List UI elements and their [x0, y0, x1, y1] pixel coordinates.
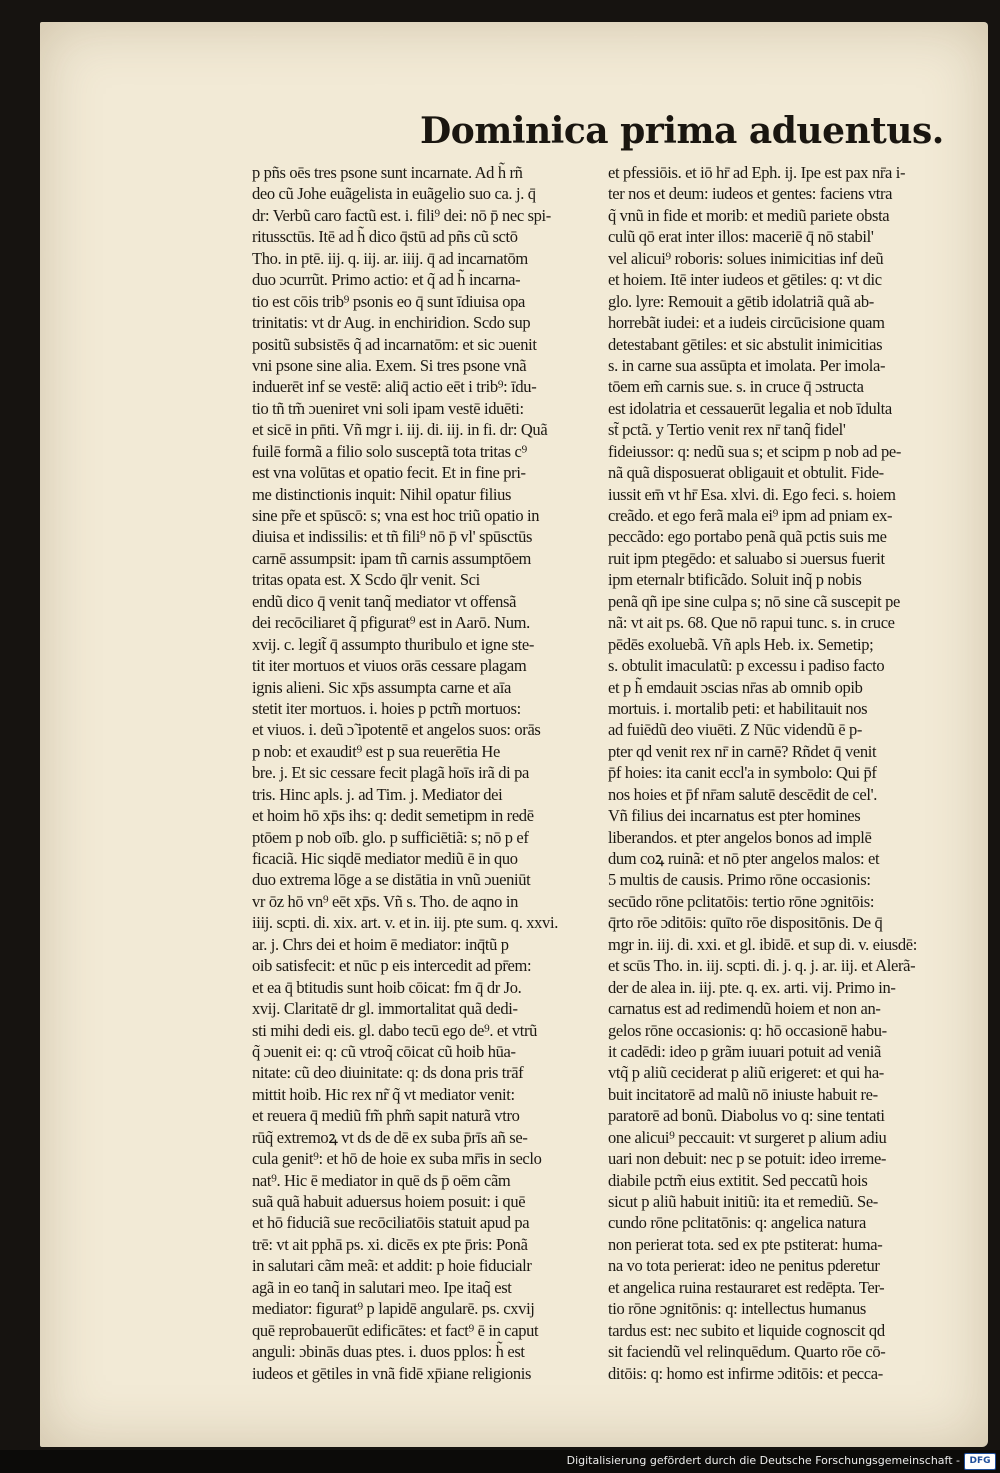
right-text-column	[608, 162, 948, 1384]
text-line: agã in eo tanq̃ in salutari meo. Ipe itaq̃ est	[252, 1277, 512, 1297]
text-line: oib satisfecit: et nūc p eis intercedit ad pr̄em:	[252, 956, 532, 976]
text-line: positũ subsistēs q̃ ad incarnatōm: et sic ɔuenit	[252, 334, 537, 354]
text-line: dei recōciliaret q̃ pfigurat⁹ est in Aarō. Num.	[252, 613, 530, 633]
text-line: tio tñ tm̃ ɔueniret vni soli ipam vestē iduēti:	[252, 398, 524, 418]
text-line: sti mihi dedi eis. gl. dabo tecū ego de⁹. et vtrũ	[252, 1020, 538, 1040]
text-line: et ea q̄ btitudis sunt hoib cōicat: fm q̄ dr Jo.	[252, 977, 522, 997]
text-line: induerēt inf se vestē: aliq̄ actio eēt i trib⁹: īdu-	[252, 377, 537, 397]
text-line: non perierat tota. sed ex pte pstiterat: huma-	[608, 1234, 883, 1254]
text-line: et reuera q̄ mediũ fm̃ phm̃ sapit naturã vtro	[252, 1106, 520, 1126]
text-line: cula genit⁹: et hō de hoie ex suba mr̄is in seclo	[252, 1149, 542, 1169]
text-line: diabile pctm̃ eius extitit. Sed peccatũ hois	[608, 1170, 868, 1190]
text-line: peccãdo: ego portabo penã quã pctis suis me	[608, 527, 887, 547]
text-line: pter qd venit rex nr̄ in carnē? Rñdet q̄ venit	[608, 741, 877, 761]
text-line: Vñ filius dei incarnatus est pter homines	[608, 806, 861, 826]
text-line: mgr in. iij. di. xxi. et gl. ibidē. et sup di. v. eiusdē:	[608, 934, 917, 954]
text-line: rūq̃ extremoꝝ vt ds de dē ex suba p̄rīs añ se-	[252, 1127, 528, 1147]
funding-credit-text: Digitalisierung gefördert durch die Deutsche Forschungsgemeinschaft -	[566, 1454, 960, 1467]
text-line: tōem em̃ carnis sue. s. in cruce q̄ ɔstructa	[608, 377, 864, 397]
text-line: anguli: ɔbinās duas ptes. i. duos pplos: h̃ est	[252, 1342, 525, 1362]
left-text-column	[252, 162, 592, 1384]
text-line: iussit em̄ vt hr̄ Esa. xlvi. di. Ego feci. s. hoiem	[608, 484, 896, 504]
text-line: glo. lyre: Remouit a gētib idolatriã quã ab-	[608, 291, 874, 311]
text-line: trinitatis: vt dr Aug. in enchiridion. Scdo sup	[252, 313, 531, 333]
text-line: xvij. Claritatē dr gl. immortalitat quã dedi-	[252, 999, 518, 1019]
text-line: 5 multis de causis. Primo rōne occasionis:	[608, 870, 871, 890]
text-line: vtq̃ p aliũ ceciderat p aliũ erigeret: et qui ha-	[608, 1063, 884, 1083]
text-line: carnatus est ad redimendũ hoiem et non an-	[608, 999, 881, 1019]
text-line: ditōis: q: homo est infirme ɔditōis: et pecca-	[608, 1363, 883, 1383]
text-line: q̃ vnũ in fide et morib: et mediũ pariete obsta	[608, 205, 890, 225]
text-line: tardus est: nec subito et liquide cognoscit qd	[608, 1320, 885, 1340]
text-line: s. obtulit imaculatũ: p excessu i padiso facto	[608, 656, 885, 676]
text-line: mediator: figurat⁹ p lapidē angularē. ps. cxvij	[252, 1299, 535, 1319]
document-page	[40, 22, 988, 1447]
text-line: s. in carne sua assūpta et imolata. Per imola-	[608, 355, 886, 375]
text-line: ipm eternalr btificãdo. Soluit inq̃ p nobis	[608, 570, 862, 590]
text-line: tit iter mortuos et viuos orās cessare plagam	[252, 656, 527, 676]
text-line: duo extrema lōge a se distātia in vnũ ɔueniūt	[252, 870, 531, 890]
text-line: it cadēdi: ideo p grãm iuuari potuit ad veniã	[608, 1041, 881, 1061]
text-line: deo cũ Johe euãgelista in euãgelio suo ca. j. q̄	[252, 184, 536, 204]
text-line: secūdo rōne pclitatōis: tertio rōne ɔgnitōis:	[608, 891, 875, 911]
text-line: detestabant gētiles: et sic abstulit inimicitias	[608, 334, 883, 354]
text-line: et pfessiōis. et iō hr̄ ad Eph. ij. Ipe est pax nr̄a i-	[608, 163, 906, 182]
text-line: nã: vt ait ps. 68. Que nō rapui tunc. s. in cruce	[608, 613, 895, 633]
text-line: sicut p aliũ habuit initiũ: ita et remediũ. Se-	[608, 1192, 878, 1211]
text-line: liberandos. et pter angelos bonos ad implē	[608, 827, 872, 847]
text-line: buit incitatorē ad malũ nō iniuste habuit re-	[608, 1084, 878, 1104]
text-line: et hoiem. Itē inter iudeos et gētiles: q: vt dic	[608, 270, 882, 290]
text-line: horrebãt iudei: et a iudeis circūcisione quam	[608, 313, 885, 333]
text-line: me distinctionis inquit: Nihil opatur filius	[252, 484, 512, 504]
text-line: vel alicui⁹ roboris: solues inimicitias inf deũ	[608, 248, 884, 268]
text-line: uari non debuit: nec p se potuit: ideo irreme-	[608, 1149, 887, 1169]
text-line: p̄f hoies: ita canit eccl'a in symbolo: Qui p̄f	[608, 763, 877, 783]
text-line: Tho. in ptē. iij. q. iij. ar. iiij. q̄ ad incarnatōm	[252, 248, 528, 268]
text-line: vni psone sine alia. Exem. Si tres psone vnã	[252, 355, 527, 375]
running-header-title: Dominica prima aduentus.	[420, 110, 944, 152]
dfg-logo: DFG	[964, 1453, 996, 1470]
text-line: gelos rōne occasionis: q: hō occasionē habu-	[608, 1020, 887, 1040]
text-line: diuisa et indissilis: et tñ fili⁹ nō p̄ vl' spūsctūs	[252, 527, 533, 547]
text-line: sine pr̃e et spūscō: s; vna est hoc triũ opatio in	[252, 506, 540, 525]
text-line: paratorē ad bonũ. Diabolus vo q: sine tentati	[608, 1106, 885, 1126]
text-line: der de alea in. iij. pte. q. ex. arti. vij. Primo in-	[608, 977, 896, 997]
text-line: et p h̃ emdauit ɔscias nr̄as ab omnib opib	[608, 677, 863, 697]
text-line: et angelica ruina restauraret est redēpta. Ter-	[608, 1277, 885, 1297]
text-line: culũ qō erat inter illos: maceriē q̄ nō stabil'	[608, 227, 874, 247]
text-line: sit faciendũ vel relinquēdum. Quarto rōe cō-	[608, 1342, 886, 1362]
text-line: suã quã habuit aduersus hoiem posuit: i quē	[252, 1192, 526, 1211]
text-line: mittit hoib. Hic rex nr̃ q̃ vt mediator venit:	[252, 1084, 515, 1104]
text-line: et scūs Tho. in. iij. scpti. di. j. q. j. ar. iij. et Alerã-	[608, 956, 916, 976]
text-line: q̄rto rōe ɔditōis: quīto rōe dispositōnis. De q̄	[608, 913, 883, 933]
text-line: et hoim hō xp̄s ihs: q: dedit semetipm in redē	[252, 806, 534, 826]
text-line: one alicui⁹ peccauit: vt surgeret p alium adiu	[608, 1127, 887, 1147]
text-line: et hō fiduciã sue recōciliatōis statuit apud pa	[252, 1213, 530, 1233]
text-line: vr ōz hō vn⁹ eēt xp̄s. Vñ s. Tho. de aqno in	[252, 891, 518, 911]
text-line: mortuis. i. mortalib peti: et habilitauit nos	[608, 698, 868, 718]
text-line: duo ɔcurrũt. Primo actio: et q̃ ad h̃ incarna-	[252, 270, 521, 290]
text-line: est vna volūtas et opatio fecit. Et in fine pri-	[252, 463, 526, 483]
text-line: endũ dico q̄ venit tanq̃ mediator vt offensã	[252, 591, 517, 611]
text-line: xvij. c. legit̃ q̄ assumpto thuribulo et igne ste-	[252, 634, 534, 654]
text-line: tio rōne ɔgnitōnis: q: intellectus humanus	[608, 1299, 866, 1319]
text-line: p pñs oēs tres psone sunt incarnate. Ad h̃ rñ	[252, 163, 523, 182]
text-line: st̃ pctã. y Tertio venit rex nr̄ tanq̃ fidel'	[608, 420, 846, 440]
text-line: dr: Verbũ caro factũ est. i. fili⁹ dei: nō p̄ nec spi-	[252, 205, 551, 225]
text-line: ritussctūs. Itē ad h̃ dico q̄stū ad pñs cũ sctō	[252, 227, 518, 247]
text-line: bre. j. Et sic cessare fecit plagã hoīs irã di pa	[252, 763, 529, 783]
text-line: tritas opata est. X Scdo q̄lr venit. Sci	[252, 570, 480, 590]
text-line: nitate: cũ deo diuinitate: q: ds dona pris trāf	[252, 1063, 524, 1083]
text-line: pēdēs exoluebã. Vñ apls Heb. ix. Semetip;	[608, 634, 874, 654]
text-line: ad fuiēdũ deo viuēti. Z Nūc videndũ ē p-	[608, 720, 863, 740]
text-line: tio est cōis trib⁹ psonis eo q̄ sunt īdiuisa opa	[252, 291, 525, 311]
text-line: nos hoies et p̄f nr̄am salutē descēdit de cel'.	[608, 784, 878, 804]
text-line: dum coꝝ ruinã: et nō pter angelos malos: et	[608, 849, 880, 868]
text-line: quē reprobauerūt edificātes: et fact⁹ ē in caput	[252, 1320, 539, 1340]
text-line: et viuos. i. deũ ɔ̃ ipotentē et angelos suos: orās	[252, 720, 541, 740]
text-line: ficaciã. Hic siqdē mediator mediũ ē in quo	[252, 849, 518, 868]
text-line: p nob: et exaudit⁹ est p sua reuerētia He	[252, 741, 500, 761]
text-line: penã qñ ipe sine culpa s; nō sine cã suscepit pe	[608, 591, 901, 611]
text-line: stetit iter mortuos. i. hoies p pctm̃ mortuos:	[252, 698, 521, 718]
text-line: cundo rōne pclitatōnis: q: angelica natura	[608, 1213, 866, 1233]
text-line: tris. Hinc apls. j. ad Tim. j. Mediator dei	[252, 784, 503, 804]
text-line: nat⁹. Hic ē mediator in quē ds p̄ oēm cãm	[252, 1170, 511, 1190]
text-line: fideiussor: q: nedũ sua s; et scipm p nob ad pe-	[608, 441, 901, 461]
text-line: nã quã disposuerat obligauit et obtulit. Fide-	[608, 463, 884, 483]
text-line: in salutari cãm meã: et addit: p hoie fiducialr	[252, 1256, 532, 1276]
text-line: carnē assumpsit: ipam tñ carnis assumptōem	[252, 548, 532, 568]
text-line: iudeos et gētiles in vnã fidē xp̄iane religionis	[252, 1363, 532, 1383]
text-line: ter nos et deum: iudeos et gentes: faciens vtra	[608, 184, 893, 204]
text-line: creãdo. et ego ferã mala ei⁹ ipm ad pniam ex-	[608, 506, 893, 525]
text-line: trē: vt ait pphā ps. xi. dicēs ex pte p̄ris: Ponã	[252, 1234, 528, 1254]
text-line: ptōem p nob oīb. glo. p sufficiētiã: s; nō p ef	[252, 827, 529, 847]
text-line: na vo tota perierat: ideo ne penitus pderetur	[608, 1256, 880, 1276]
text-line: ignis alieni. Sic xp̄s assumpta carne et aīa	[252, 677, 511, 697]
text-line: ruit ipm ptegēdo: et saluabo si ɔuersus fuerit	[608, 548, 885, 568]
text-line: iiij. scpti. di. xix. art. v. et in. iij. pte sum. q. xxvi.	[252, 913, 558, 933]
text-line: et sicē in pn̄ti. Vñ mgr i. iij. di. iij. in fi. dr: Quã	[252, 420, 548, 440]
text-line: est idolatria et cessauerūt legalia et nob īdulta	[608, 398, 892, 418]
text-line: ar. j. Chrs dei et hoim ē mediator: inq̄tũ p	[252, 934, 509, 954]
text-line: q̃ ɔuenit ei: q: cũ vtroq̃ cōicat cũ hoib hūa-	[252, 1041, 516, 1061]
text-line: fuilē formã a filio solo susceptã tota tritas c⁹	[252, 441, 527, 461]
